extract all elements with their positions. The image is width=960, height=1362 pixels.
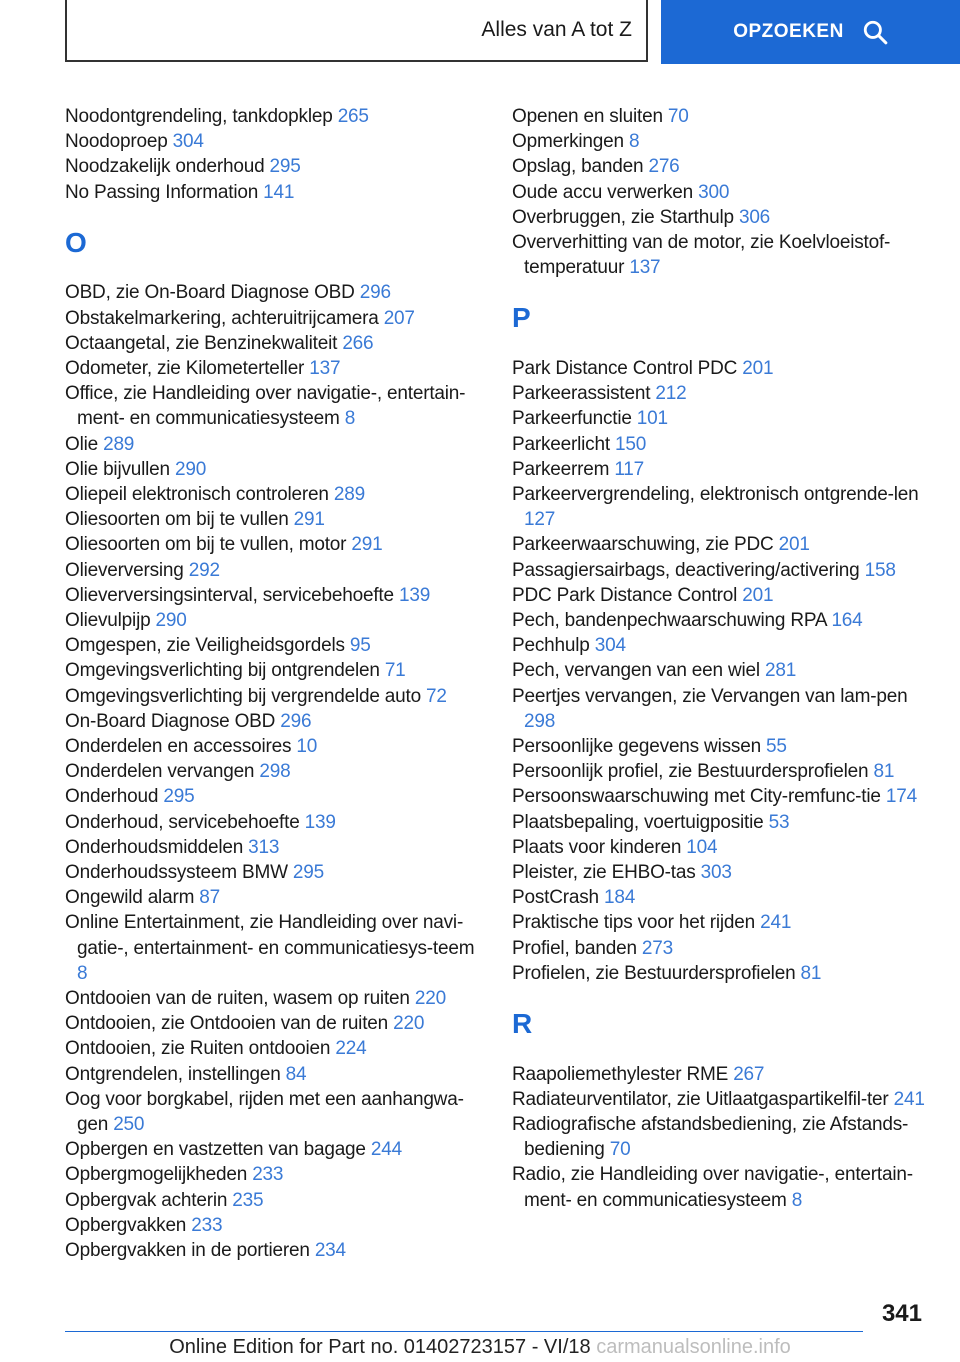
index-term: Parkeerwaarschuwing, zie PDC bbox=[512, 534, 779, 556]
index-entry bbox=[512, 154, 932, 179]
page-reference-link[interactable]: 224 bbox=[335, 1038, 367, 1060]
index-entry bbox=[512, 810, 932, 835]
page-reference-link[interactable]: 53 bbox=[768, 811, 790, 833]
page-reference-link[interactable]: 8 bbox=[628, 131, 640, 153]
index-term: Parkeerlicht bbox=[512, 433, 615, 455]
index-entry bbox=[512, 1162, 932, 1212]
index-entry bbox=[65, 1162, 485, 1187]
index-entry bbox=[512, 633, 932, 658]
page-reference-link[interactable]: 10 bbox=[296, 735, 318, 757]
index-term: Persoonlijk profiel, zie Bestuurdersprofielen bbox=[512, 761, 874, 783]
page-reference-link[interactable]: 184 bbox=[603, 887, 636, 909]
index-term: Omgespen, zie Veiligheidsgordels bbox=[65, 635, 350, 657]
index-term: Onderhoud, servicebehoefte bbox=[65, 811, 305, 833]
index-term: Opbergvakken bbox=[65, 1214, 192, 1236]
index-entry bbox=[65, 180, 485, 205]
page-reference-link[interactable]: 265 bbox=[337, 106, 369, 127]
index-term: Omgevingsverlichting bij ontgrendelen bbox=[65, 660, 385, 682]
page-reference-link[interactable]: 298 bbox=[259, 761, 291, 783]
index-entry bbox=[65, 1188, 485, 1213]
index-entry bbox=[65, 684, 485, 709]
index-term: Oliepeil elektronisch controleren bbox=[65, 483, 334, 505]
index-entry bbox=[65, 986, 485, 1011]
index-term: Ontdooien van de ruiten, wasem op ruiten bbox=[65, 988, 415, 1009]
section-letter: R bbox=[512, 1008, 533, 1039]
index-entry bbox=[512, 356, 932, 381]
index-term: Parkeerfunctie bbox=[512, 408, 637, 430]
index-entry bbox=[65, 558, 485, 583]
index-entry bbox=[512, 910, 932, 935]
index-entry bbox=[65, 1062, 485, 1087]
index-term: Ontgrendelen, instellingen bbox=[65, 1063, 286, 1085]
index-term: Noodzakelijk onderhoud bbox=[65, 156, 270, 178]
page-reference-link[interactable]: 298 bbox=[524, 710, 556, 732]
index-entry bbox=[512, 936, 932, 961]
page-reference-link[interactable]: 72 bbox=[426, 685, 447, 707]
index-term: Opslag, banden bbox=[512, 156, 649, 178]
index-entry bbox=[65, 356, 485, 381]
index-entry bbox=[512, 406, 932, 431]
page-reference-link[interactable]: 84 bbox=[285, 1063, 307, 1085]
page-reference-link[interactable]: 235 bbox=[232, 1189, 264, 1211]
index-entry bbox=[512, 457, 932, 482]
page-reference-link[interactable]: 101 bbox=[636, 408, 668, 430]
index-term: Oliesoorten om bij te vullen, motor bbox=[65, 534, 352, 556]
index-entry bbox=[512, 104, 932, 129]
page-reference-link[interactable]: 273 bbox=[641, 937, 674, 959]
index-entry bbox=[512, 608, 932, 633]
index-term: Opbergmogelijkheden bbox=[65, 1164, 253, 1186]
index-term: Olieverversingsinterval, servicebehoefte bbox=[65, 584, 399, 606]
index-entry bbox=[65, 129, 485, 154]
index-term: Plaatsbepaling, voertuigpositie bbox=[512, 811, 769, 833]
index-term: Passagiersairbags, deactivering/activering bbox=[512, 559, 865, 581]
page-reference-link[interactable]: 303 bbox=[700, 861, 732, 883]
page-reference-link[interactable]: 306 bbox=[738, 206, 771, 228]
index-term: Oliesoorten om bij te vullen bbox=[65, 509, 294, 531]
index-term: Oude accu verwerken bbox=[512, 181, 699, 203]
index-entry bbox=[512, 684, 932, 734]
page-reference-link[interactable]: 8 bbox=[77, 962, 88, 984]
page-reference-link[interactable]: 244 bbox=[370, 1139, 402, 1161]
index-entry bbox=[65, 331, 485, 356]
index-entry bbox=[512, 432, 932, 457]
index-column-right bbox=[512, 104, 932, 1213]
tab-alles-van-a-tot-z[interactable] bbox=[65, 0, 648, 62]
index-term: Online Entertainment, zie Handleiding over navi-gatie-, entertainment- en communicatiesys-teem bbox=[65, 912, 475, 959]
index-term: Olieverversing bbox=[65, 559, 189, 581]
index-entry bbox=[512, 558, 932, 583]
index-term: Onderhoud bbox=[65, 786, 164, 808]
header bbox=[0, 0, 960, 66]
page-reference-link[interactable]: 289 bbox=[103, 433, 135, 455]
tab-az-label: Alles van A tot Z bbox=[481, 18, 632, 41]
index-term: Noodoproep bbox=[65, 131, 173, 153]
page-reference-link[interactable]: 291 bbox=[351, 534, 383, 556]
tab-search-label: OPZOEKEN bbox=[733, 21, 844, 42]
index-entry bbox=[512, 482, 932, 532]
index-term: Noodontgrendeling, tankdopklep bbox=[65, 106, 338, 127]
page-reference-link[interactable]: 71 bbox=[384, 660, 406, 682]
index-term: OBD, zie On-Board Diagnose OBD bbox=[65, 282, 360, 304]
index-term: PostCrash bbox=[512, 887, 604, 909]
page-reference-link[interactable]: 139 bbox=[398, 584, 431, 606]
index-term: Overbruggen, zie Starthulp bbox=[512, 206, 739, 228]
index-entry bbox=[512, 961, 932, 986]
index-entry bbox=[65, 860, 485, 885]
page-reference-link[interactable]: 281 bbox=[764, 660, 797, 682]
index-entry bbox=[512, 1087, 932, 1112]
index-entry bbox=[512, 180, 932, 205]
index-entry bbox=[65, 306, 485, 331]
index-entry bbox=[65, 154, 485, 179]
page-reference-link[interactable]: 313 bbox=[248, 836, 280, 858]
index-entry bbox=[65, 658, 485, 683]
index-entry bbox=[65, 1137, 485, 1162]
page-reference-link[interactable]: 207 bbox=[383, 307, 415, 329]
index-term: Obstakelmarkering, achteruitrijcamera bbox=[65, 307, 384, 329]
index-term: PDC Park Distance Control bbox=[512, 584, 743, 606]
page-reference-link[interactable]: 296 bbox=[359, 282, 391, 304]
index-term: Odometer, zie Kilometerteller bbox=[65, 357, 310, 379]
index-term: Profielen, zie Bestuurdersprofielen bbox=[512, 962, 801, 984]
index-term: Radiateurventilator, zie Uitlaatgaspartikelfil-ter bbox=[512, 1088, 894, 1110]
footer-edition: Online Edition for Part no. 01402723157 - VI/18 bbox=[169, 1336, 591, 1358]
index-term: Parkeerassistent bbox=[512, 383, 656, 405]
index-entry bbox=[512, 860, 932, 885]
page-reference-link[interactable]: 55 bbox=[766, 735, 787, 757]
page-reference-link[interactable]: 8 bbox=[344, 408, 356, 430]
page-reference-link[interactable]: 267 bbox=[733, 1063, 765, 1085]
index-entry bbox=[65, 532, 485, 557]
index-entry bbox=[65, 1213, 485, 1238]
index-entry bbox=[65, 104, 485, 129]
index-entry bbox=[512, 1062, 932, 1087]
index-term: Oververhitting van de motor, zie Koelvloeistof-temperatuur bbox=[512, 232, 891, 279]
index-entry bbox=[65, 709, 485, 734]
index-entry bbox=[65, 583, 485, 608]
index-term: Opbergen en vastzetten van bagage bbox=[65, 1139, 371, 1161]
page-reference-link[interactable]: 276 bbox=[648, 156, 680, 178]
index-entry bbox=[512, 658, 932, 683]
index-term: Onderhoudsmiddelen bbox=[65, 836, 249, 858]
index-term: Pech, vervangen van een wiel bbox=[512, 660, 765, 682]
index-entry bbox=[65, 1087, 485, 1137]
index-entry bbox=[512, 784, 932, 809]
page-reference-link[interactable]: 233 bbox=[252, 1164, 284, 1186]
page-reference-link[interactable]: 304 bbox=[594, 635, 626, 657]
index-term: Radio, zie Handleiding over navigatie-, entertain-ment- en communicatiesysteem bbox=[512, 1164, 913, 1211]
index-term: Oog voor borgkabel, rijden met een aanhangwa-gen bbox=[65, 1088, 464, 1136]
page-reference-link[interactable]: 250 bbox=[113, 1114, 145, 1136]
index-term: Onderdelen en accessoires bbox=[65, 735, 297, 757]
index-entry bbox=[65, 1036, 485, 1061]
page-reference-link[interactable]: 220 bbox=[393, 1013, 425, 1035]
index-term: No Passing Information bbox=[65, 181, 264, 203]
index-entry bbox=[512, 583, 932, 608]
footer bbox=[0, 1332, 960, 1362]
footer-watermark: carmanualsonline.info bbox=[596, 1336, 791, 1358]
page-reference-link[interactable]: 137 bbox=[309, 357, 341, 379]
index-term: Ongewild alarm bbox=[65, 887, 200, 909]
page-reference-link[interactable]: 292 bbox=[188, 559, 220, 581]
page-reference-link[interactable]: 290 bbox=[175, 458, 207, 480]
page-reference-link[interactable]: 300 bbox=[698, 181, 730, 203]
index-entry bbox=[65, 608, 485, 633]
index-term: Opbergvak achterin bbox=[65, 1189, 233, 1211]
search-icon bbox=[862, 19, 888, 45]
index-term: Onderhoudssysteem BMW bbox=[65, 861, 293, 883]
index-entry bbox=[512, 381, 932, 406]
index-term: Peertjes vervangen, zie Vervangen van lam-pen bbox=[512, 685, 908, 707]
index-entry bbox=[65, 810, 485, 835]
index-entry bbox=[65, 734, 485, 759]
index-entry bbox=[65, 457, 485, 482]
index-term: Octaangetal, zie Benzinekwaliteit bbox=[65, 332, 343, 354]
index-term: Opmerkingen bbox=[512, 131, 629, 153]
index-entry bbox=[65, 280, 485, 305]
index-entry bbox=[512, 835, 932, 860]
page-reference-link[interactable]: 290 bbox=[155, 609, 187, 631]
index-term: Raapoliemethylester RME bbox=[512, 1063, 734, 1085]
index-term: Persoonlijke gegevens wissen bbox=[512, 735, 767, 757]
index-entry bbox=[65, 759, 485, 784]
index-entry bbox=[65, 633, 485, 658]
index-term: Openen en sluiten bbox=[512, 106, 668, 127]
index-term: Pleister, zie EHBO-tas bbox=[512, 861, 701, 883]
page-reference-link[interactable]: 295 bbox=[292, 861, 325, 883]
page-reference-link[interactable]: 304 bbox=[172, 131, 204, 153]
page-reference-link[interactable]: 201 bbox=[742, 584, 774, 606]
index-term: Olie bbox=[65, 433, 104, 455]
page-reference-link[interactable]: 95 bbox=[349, 635, 371, 657]
index-entry bbox=[65, 432, 485, 457]
page-reference-link[interactable]: 150 bbox=[615, 433, 647, 455]
index-entry bbox=[65, 835, 485, 860]
page-reference-link[interactable]: 8 bbox=[791, 1189, 803, 1211]
index-column-left bbox=[65, 104, 485, 1263]
page-reference-link[interactable]: 117 bbox=[614, 458, 645, 480]
index-entry bbox=[65, 784, 485, 809]
page-reference-link[interactable]: 174 bbox=[885, 786, 917, 808]
index-term: Onderdelen vervangen bbox=[65, 761, 260, 783]
index-term: Park Distance Control PDC bbox=[512, 357, 743, 379]
index-entry bbox=[65, 507, 485, 532]
page-reference-link[interactable]: 104 bbox=[686, 836, 718, 858]
index-entry bbox=[512, 734, 932, 759]
index-term: On-Board Diagnose OBD bbox=[65, 710, 281, 732]
index-term: Omgevingsverlichting bij vergrendelde auto bbox=[65, 685, 427, 707]
page-reference-link[interactable]: 81 bbox=[800, 962, 822, 984]
index-term: Ontdooien, zie Ruiten ontdooien bbox=[65, 1038, 336, 1060]
page-reference-link[interactable]: 127 bbox=[524, 509, 556, 531]
index-term: Parkeerrem bbox=[512, 458, 615, 480]
index-term: Office, zie Handleiding over navigatie-, entertain-ment- en communicatiesysteem bbox=[65, 383, 466, 430]
page-reference-link[interactable]: 234 bbox=[314, 1240, 346, 1262]
index-entry bbox=[512, 129, 932, 154]
index-term: Opbergvakken in de portieren bbox=[65, 1240, 315, 1262]
page-reference-link[interactable]: 241 bbox=[760, 912, 792, 934]
page-number: 341 bbox=[881, 1300, 922, 1327]
index-entry bbox=[65, 1238, 485, 1263]
index-term: Parkeervergrendeling, elektronisch ontgrende-len bbox=[512, 483, 919, 505]
index-term: Persoonswaarschuwing met City-remfunc-tie bbox=[512, 786, 886, 808]
index-entry bbox=[512, 230, 932, 280]
page-reference-link[interactable]: 295 bbox=[163, 786, 195, 808]
page-reference-link[interactable]: 201 bbox=[742, 357, 774, 379]
index-entry bbox=[512, 205, 932, 230]
index-term: Praktische tips voor het rijden bbox=[512, 912, 761, 934]
index-term: Pechhulp bbox=[512, 635, 595, 657]
index-term: Pech, bandenpechwaarschuwing RPA bbox=[512, 609, 832, 631]
page-reference-link[interactable]: 141 bbox=[263, 181, 295, 203]
index-entry bbox=[65, 381, 485, 431]
section-letter: P bbox=[512, 302, 531, 334]
index-term: Plaats voor kinderen bbox=[512, 836, 687, 858]
page-reference-link[interactable]: 158 bbox=[864, 559, 896, 581]
page-reference-link[interactable]: 164 bbox=[831, 609, 863, 631]
page-reference-link[interactable]: 70 bbox=[667, 106, 689, 127]
page-reference-link[interactable]: 296 bbox=[280, 710, 312, 732]
page-reference-link[interactable]: 139 bbox=[304, 811, 336, 833]
index-term: Olievulpijp bbox=[65, 609, 156, 631]
index-term: Olie bijvullen bbox=[65, 458, 175, 480]
page-reference-link[interactable]: 295 bbox=[269, 156, 301, 178]
page-reference-link[interactable]: 87 bbox=[199, 887, 221, 909]
page-reference-link[interactable]: 289 bbox=[333, 483, 365, 505]
index-entry bbox=[512, 885, 932, 910]
index-entry bbox=[65, 885, 485, 910]
page-reference-link[interactable]: 70 bbox=[609, 1139, 631, 1161]
index-entry bbox=[65, 910, 485, 986]
page-reference-link[interactable]: 137 bbox=[629, 257, 661, 279]
page-reference-link[interactable]: 266 bbox=[342, 332, 374, 354]
index-entry bbox=[512, 1112, 932, 1162]
page-reference-link[interactable]: 220 bbox=[414, 988, 446, 1009]
page-reference-link[interactable]: 291 bbox=[293, 509, 325, 531]
page-reference-link[interactable]: 233 bbox=[191, 1214, 223, 1236]
page-reference-link[interactable]: 212 bbox=[655, 383, 687, 405]
index-entry bbox=[65, 1011, 485, 1036]
section-letter: O bbox=[65, 226, 87, 258]
index-entry bbox=[65, 482, 485, 507]
page-reference-link[interactable]: 81 bbox=[873, 761, 895, 783]
index-entry bbox=[512, 759, 932, 784]
index-entry bbox=[512, 532, 932, 557]
tab-opzoeken[interactable] bbox=[661, 0, 960, 64]
page-reference-link[interactable]: 241 bbox=[893, 1088, 925, 1110]
index-term: Ontdooien, zie Ontdooien van de ruiten bbox=[65, 1013, 394, 1035]
index-term: Radiografische afstandsbediening, zie Afstands-bediening bbox=[512, 1113, 909, 1161]
index-term: Profiel, banden bbox=[512, 937, 642, 959]
page-reference-link[interactable]: 201 bbox=[778, 534, 810, 556]
